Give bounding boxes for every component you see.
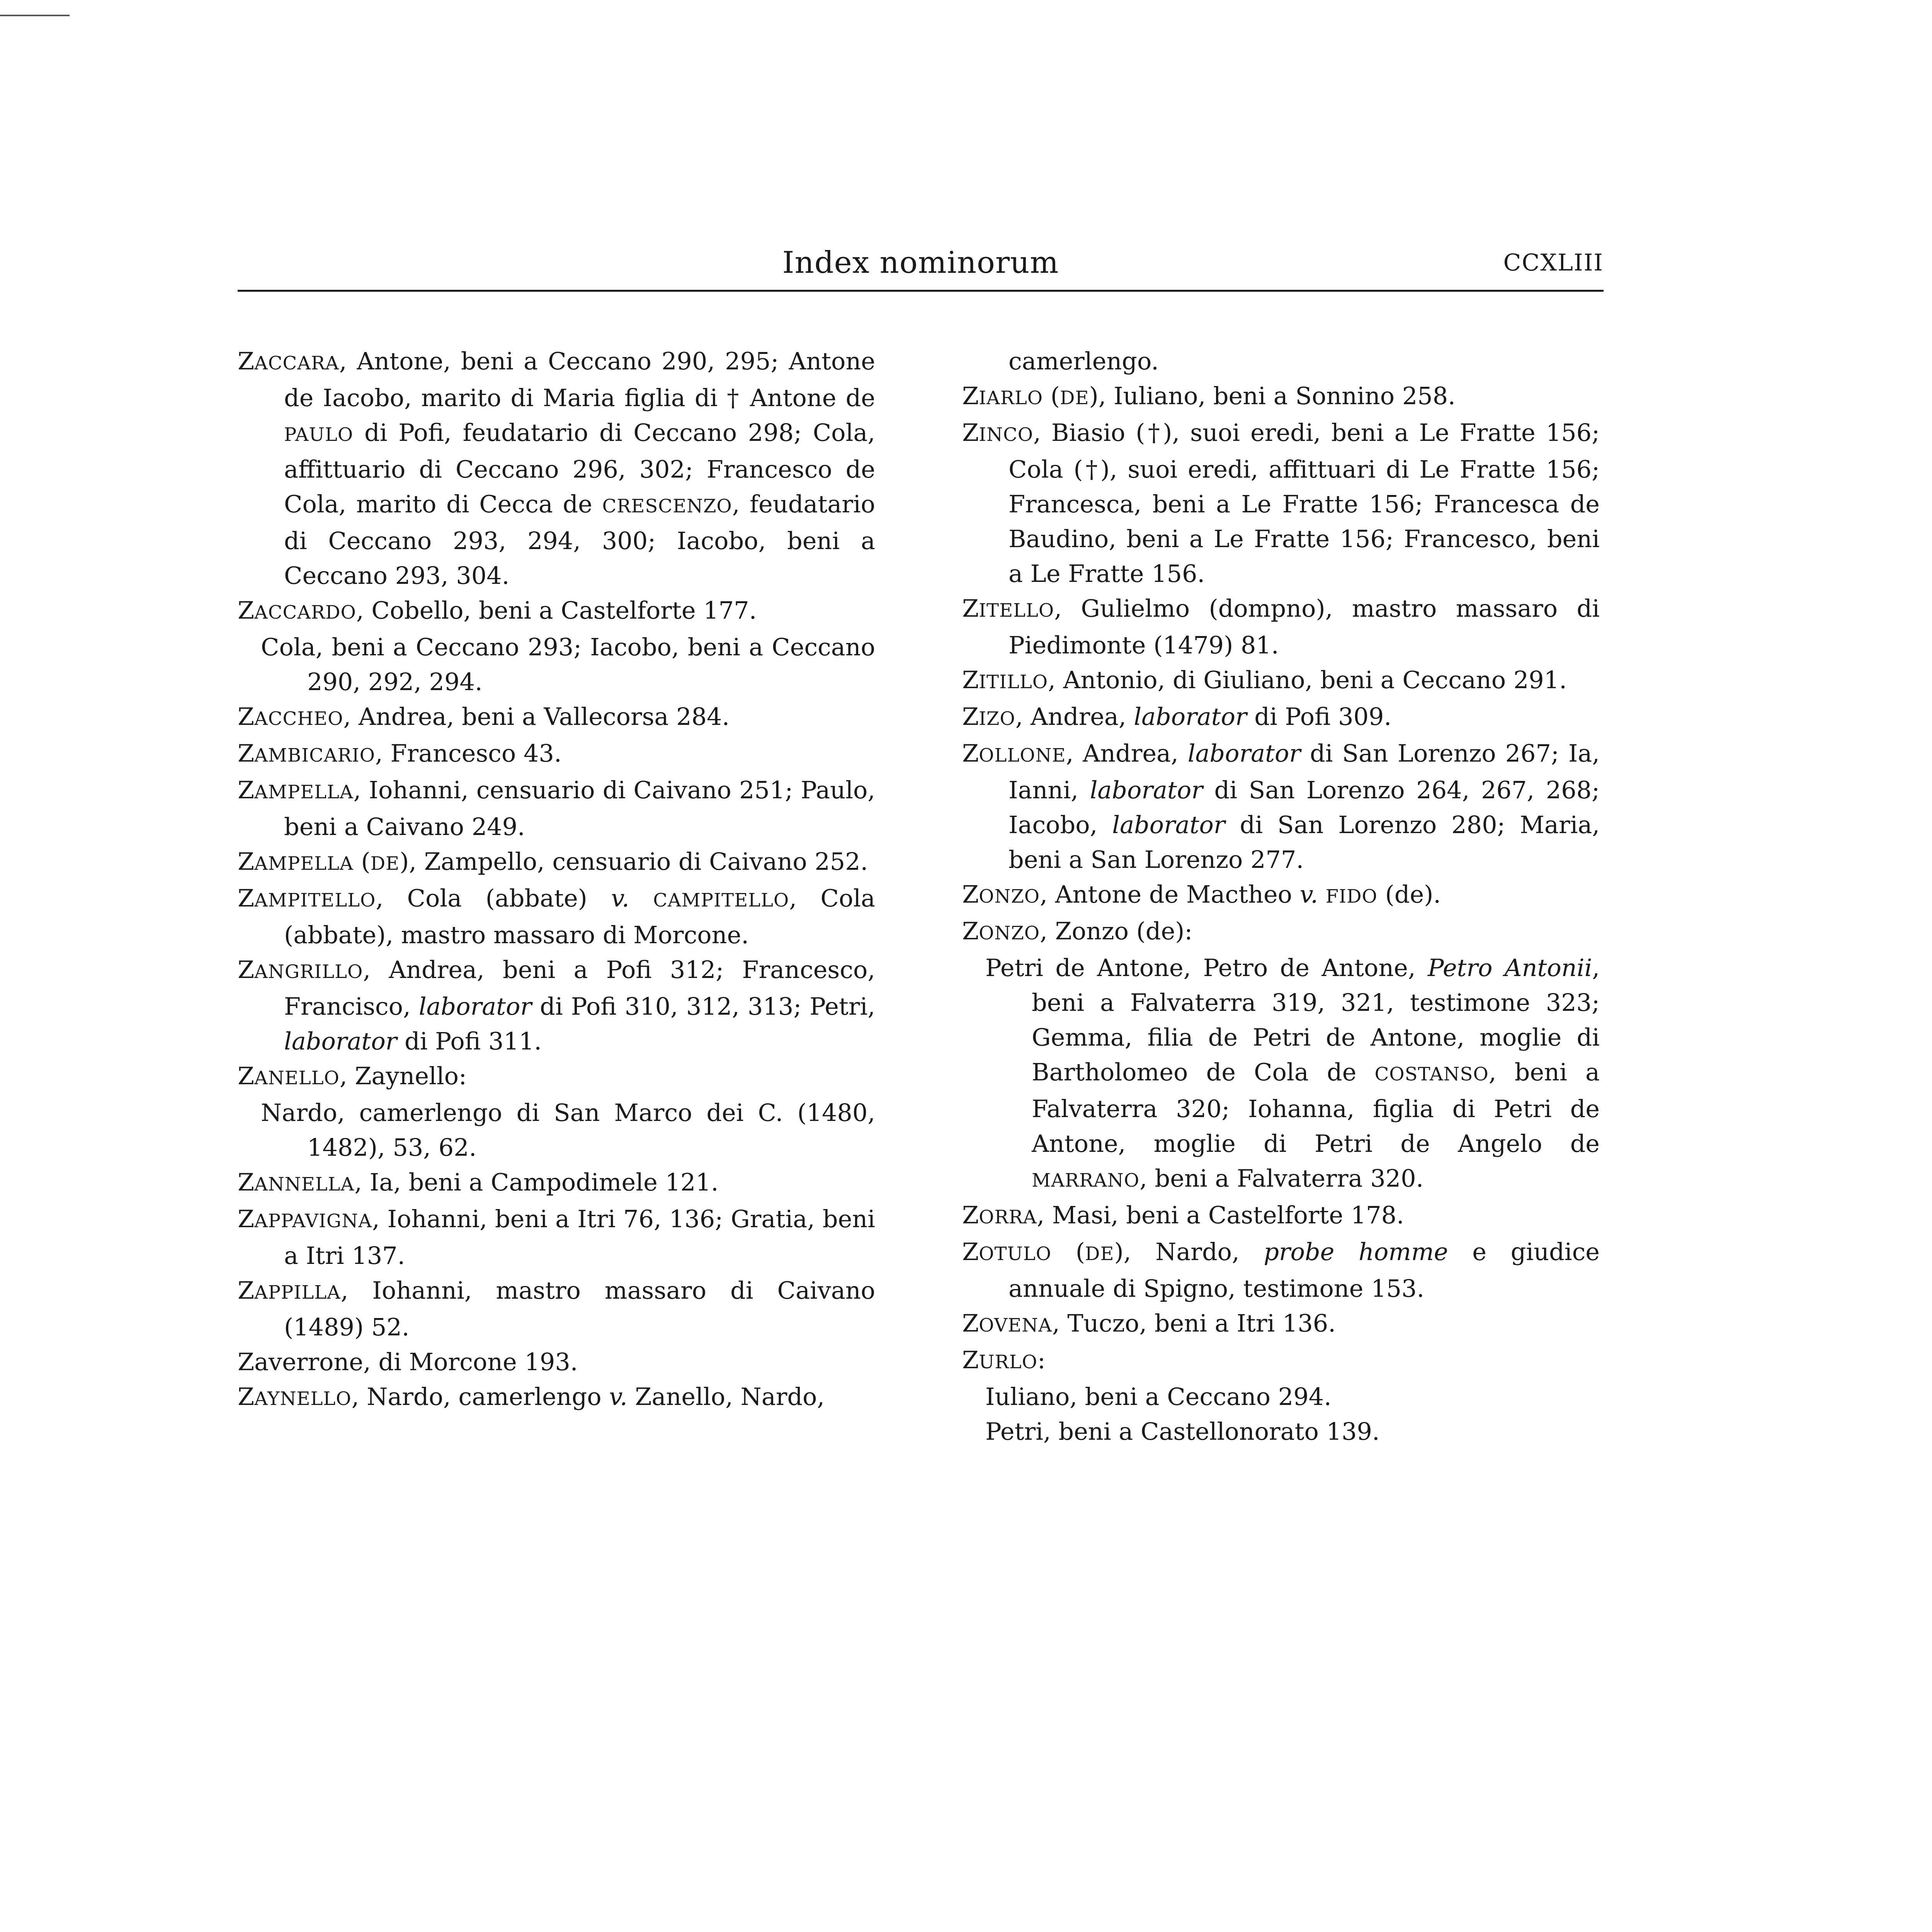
index-text: , Andrea, beni a Pofi 312; Francesco, Francisco, [284, 956, 875, 1020]
index-italic-text: probe homme [1264, 1238, 1448, 1266]
index-text: , beni a Falvaterra 320; Iohanna, figlia di Petri de Antone, moglie di Petri de Angelo de [1032, 1058, 1600, 1158]
index-name-smallcaps: ANNELLA [254, 1173, 355, 1195]
index-text: , Antone de Mactheo [1040, 880, 1300, 908]
index-text: Z [238, 1062, 255, 1090]
index-text: Z [962, 739, 979, 767]
index-subentry [962, 1379, 1600, 1414]
index-entry [238, 844, 875, 881]
index-text: Z [238, 956, 255, 984]
index-name-smallcaps: AMBICARIO [254, 745, 375, 766]
index-text: , Nardo, camerlengo [351, 1383, 609, 1411]
index-entry [238, 699, 875, 736]
index-text: Z [962, 1238, 979, 1266]
index-text: (de). [1377, 880, 1441, 908]
index-subentry [238, 630, 875, 699]
index-entry [238, 1273, 875, 1345]
index-text: Z [238, 1168, 255, 1196]
index-entry [962, 914, 1600, 951]
index-name-smallcaps: ANELLO [254, 1067, 340, 1089]
index-text: , beni a Falvaterra 320. [1139, 1164, 1424, 1192]
index-name-smallcaps: APPILLA [254, 1282, 341, 1303]
index-name-smallcaps: ANGRILLO [254, 961, 363, 983]
index-text: , Iohanni, censuario di Caivano 251; Paulo, beni a Caivano 249. [284, 776, 875, 841]
index-name-smallcaps: OTULO [979, 1243, 1052, 1265]
index-name-smallcaps: COSTANSO [1374, 1063, 1489, 1085]
index-name-smallcaps: DE [1085, 1243, 1114, 1265]
index-entry [238, 1345, 875, 1379]
index-subentry [962, 951, 1600, 1198]
index-name-smallcaps: IARLO [979, 387, 1043, 409]
index-name-smallcaps: CRESCENZO [602, 495, 732, 517]
index-text: , Andrea, [1015, 702, 1134, 731]
index-text: , Antonio, di Giuliano, beni a Ceccano 291. [1048, 666, 1567, 694]
index-text: camerlengo. [1009, 347, 1159, 375]
index-text: , Francesco 43. [375, 739, 562, 767]
index-name-smallcaps: OLLONE [979, 745, 1066, 766]
index-name-smallcaps: DE [1060, 387, 1089, 409]
running-title: Index nominorum [782, 245, 1059, 280]
index-text: , Cola (abbate), mastro massaro di Morcone. [284, 884, 875, 949]
index-entry [238, 1165, 875, 1202]
index-text: : [1037, 1346, 1046, 1374]
index-text: ( [1043, 382, 1060, 410]
index-text: Z [962, 1201, 979, 1229]
index-text: Z [962, 917, 979, 945]
index-text: Z [962, 1309, 979, 1337]
index-text: , Zaynello: [339, 1062, 467, 1090]
index-entry [962, 1235, 1600, 1306]
index-text: ( [353, 847, 371, 876]
index-entry [962, 379, 1600, 415]
index-text: , Gulielmo (dompno), mastro massaro di Piedimonte (1479) 81. [1009, 594, 1600, 659]
index-text: di San Lorenzo 264, 267, 268; Iacobo, [1009, 776, 1600, 839]
index-text: , Cobello, beni a Castelforte 177. [356, 596, 757, 624]
index-name-smallcaps: AMPITELLO [254, 889, 376, 911]
index-name-smallcaps: ORRA [979, 1206, 1037, 1228]
scan-edge-mark [0, 15, 70, 16]
index-text: Z [962, 880, 979, 908]
index-text: di Pofi 309. [1247, 702, 1392, 731]
index-text [1318, 880, 1326, 908]
index-text: Zaverrone, di Morcone 193. [238, 1348, 578, 1376]
index-text: Z [238, 1383, 255, 1411]
index-subentry [238, 1095, 875, 1165]
index-name-smallcaps: ONZO [979, 886, 1040, 907]
index-text: Z [238, 1205, 255, 1233]
index-name-smallcaps: CAMPITELLO [653, 889, 789, 911]
index-italic-text: laborator [284, 1027, 397, 1055]
index-text: di Pofi 311. [397, 1027, 542, 1055]
index-name-smallcaps: INCO [979, 424, 1034, 446]
index-text: Zanello, Nardo, [627, 1383, 825, 1411]
index-entry [238, 1202, 875, 1273]
index-name-smallcaps: IZO [979, 708, 1015, 730]
index-text: Z [238, 776, 255, 804]
index-name-smallcaps: AMPELLA [254, 781, 354, 803]
index-name-smallcaps: AYNELLO [254, 1388, 352, 1410]
index-text: Z [962, 594, 979, 622]
index-text: , Biasio (†), suoi eredi, beni a Le Fratte 156; Cola (†), suoi eredi, affittuari di Le Fratte 156; Francesca, beni a Le Fratte 156; Francesca de Baudino, beni a Le Fratte 156; Francesco, beni a Le Fratte 156. [1009, 418, 1600, 588]
index-text: Z [238, 739, 255, 767]
index-name-smallcaps: MARRANO [1032, 1170, 1140, 1191]
index-italic-text: laborator [1090, 776, 1203, 804]
index-entry [962, 877, 1600, 914]
index-name-smallcaps: ITILLO [979, 671, 1048, 693]
index-name-smallcaps: APPAVIGNA [254, 1210, 372, 1232]
index-column-right [962, 344, 1600, 1449]
index-text: Cola, beni a Ceccano 293; Iacobo, beni a Ceccano 290, 292, 294. [261, 633, 875, 696]
index-name-smallcaps: ACCHEO [254, 708, 344, 730]
page-number: CCXLIII [1503, 249, 1604, 276]
index-text: ), Nardo, [1114, 1238, 1264, 1266]
index-italic-text: laborator [1134, 702, 1247, 731]
index-entry [238, 344, 875, 593]
index-name-smallcaps: PAULO [284, 424, 354, 446]
index-entry [962, 415, 1600, 591]
index-text: , Andrea, [1066, 739, 1188, 767]
index-italic-text: v. [609, 1383, 628, 1411]
index-text: , Ia, beni a Campodimele 121. [354, 1168, 719, 1196]
index-text: Z [238, 596, 255, 624]
index-text: , feudatario di Ceccano 293, 294, 300; Iacobo, beni a Ceccano 293, 304. [284, 490, 875, 590]
index-text: , Tuczo, beni a Itri 136. [1052, 1309, 1336, 1337]
index-entry [238, 593, 875, 630]
index-italic-text: laborator [1187, 739, 1301, 767]
index-name-smallcaps: DE [370, 853, 400, 874]
index-entry [238, 1379, 875, 1416]
index-text: Z [962, 418, 979, 447]
index-text: Petri, beni a Castellonorato 139. [985, 1417, 1380, 1446]
index-entry [238, 881, 875, 952]
index-name-smallcaps: AMPELLA [254, 853, 354, 874]
index-text: di San Lorenzo 280; Maria, beni a San Lorenzo 277. [1009, 811, 1600, 874]
index-text: Z [962, 702, 979, 731]
index-column-left [238, 344, 875, 1416]
page-header [238, 234, 1604, 292]
index-text: Z [238, 884, 255, 912]
index-text: di Pofi, feudatario di Ceccano 298; Cola, affittuario di Ceccano 296, 302; Francesco de Cola, marito di Cecca de [284, 418, 875, 518]
index-text: Z [238, 702, 255, 731]
index-text: , beni a Falvaterra 319, 321, testimone 323; Gemma, filia de Petri de Antone, moglie di Bartholomeo de Cola de [1032, 954, 1600, 1086]
index-italic-text: laborator [1112, 811, 1225, 839]
index-text: ( [1051, 1238, 1085, 1266]
index-subentry [962, 1414, 1600, 1449]
index-italic-text: Petro Antonii [1427, 954, 1592, 982]
index-text: Z [962, 666, 979, 694]
index-entry [962, 344, 1600, 379]
index-italic-text: v. [611, 884, 629, 912]
index-text: Petri de Antone, Petro de Antone, [985, 954, 1428, 982]
index-name-smallcaps: FIDO [1325, 886, 1378, 907]
index-text: Z [238, 847, 255, 876]
index-text: ), Zampello, censuario di Caivano 252. [400, 847, 868, 876]
index-text: Z [962, 1346, 979, 1374]
index-text: , Zonzo (de): [1040, 917, 1193, 945]
index-text: di Pofi 310, 312, 313; Petri, [532, 992, 875, 1020]
index-text: di San Lorenzo 267; Ia, Ianni, [1009, 739, 1600, 804]
index-name-smallcaps: ACCARDO [254, 602, 356, 623]
index-text: , Andrea, beni a Vallecorsa 284. [343, 702, 730, 731]
index-entry [962, 663, 1600, 699]
index-text: Z [962, 382, 979, 410]
index-italic-text: laborator [418, 992, 532, 1020]
index-name-smallcaps: ONZO [979, 922, 1040, 944]
index-text: , Cola (abbate) [376, 884, 611, 912]
index-entry [962, 591, 1600, 663]
index-name-smallcaps: ITELLO [979, 600, 1054, 621]
index-text: ), Iuliano, beni a Sonnino 258. [1089, 382, 1456, 410]
index-name-smallcaps: URLO [979, 1351, 1037, 1373]
index-text: , Masi, beni a Castelforte 178. [1037, 1201, 1404, 1229]
index-text: , Antone, beni a Ceccano 290, 295; Antone de Iacobo, marito di Maria figlia di † Antone de [284, 347, 875, 412]
index-entry [238, 736, 875, 773]
index-text: , Iohanni, mastro massaro di Caivano (1489) 52. [284, 1276, 875, 1341]
index-entry [238, 952, 875, 1059]
index-name-smallcaps: ACCARA [254, 352, 339, 374]
header-rule [238, 290, 1604, 292]
index-entry [962, 736, 1600, 877]
index-text: e giudice annuale di Spigno, testimone 153. [1009, 1238, 1600, 1303]
index-entry [962, 699, 1600, 736]
index-entry [238, 773, 875, 844]
index-entry [962, 1198, 1600, 1235]
index-text: Z [238, 347, 255, 375]
index-text: Z [238, 1276, 255, 1304]
index-text: Nardo, camerlengo di San Marco dei C. (1480, 1482), 53, 62. [261, 1099, 875, 1162]
index-entry [962, 1306, 1600, 1343]
index-name-smallcaps: OVENA [979, 1315, 1052, 1336]
index-italic-text: v. [1299, 880, 1318, 908]
index-entry [962, 1343, 1600, 1379]
index-text: , Iohanni, beni a Itri 76, 136; Gratia, beni a Itri 137. [284, 1205, 875, 1270]
index-text [629, 884, 653, 912]
index-entry [238, 1059, 875, 1095]
index-text: Iuliano, beni a Ceccano 294. [985, 1383, 1332, 1411]
